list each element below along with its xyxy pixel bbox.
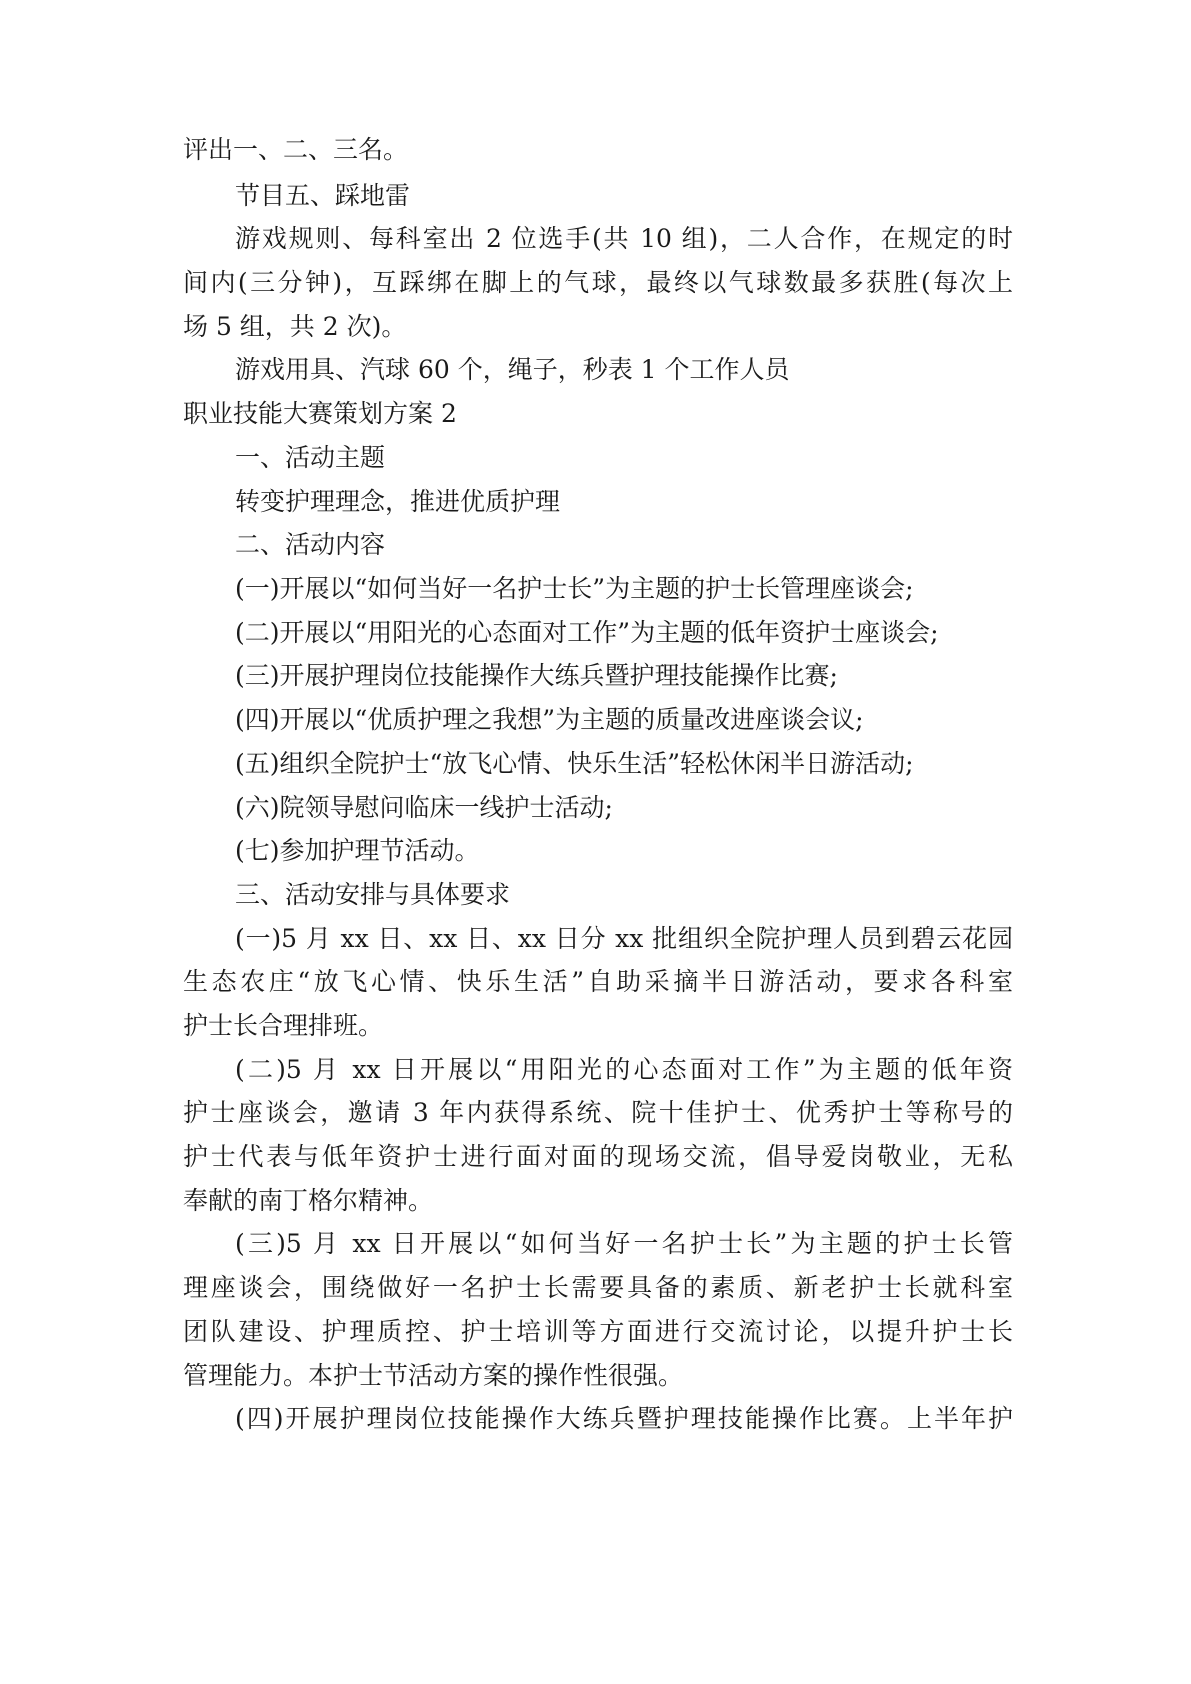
list-item: (四)开展以“优质护理之我想”为主题的质量改进座谈会议; (235, 705, 864, 734)
section-heading: 三、活动安排与具体要求 (235, 880, 511, 909)
text-line: 奉献的南丁格尔精神。 (183, 1186, 434, 1215)
text-line: 游戏规则、每科室出 2 位选手(共 10 组)，二人合作，在规定的时 (235, 224, 1013, 253)
list-item: (一)开展以“如何当好一名护士长”为主题的护士长管理座谈会; (235, 574, 914, 603)
document-title: 职业技能大赛策划方案 2 (183, 399, 457, 428)
text-line: 护士座谈会，邀请 3 年内获得系统、院十佳护士、优秀护士等称号的 (183, 1098, 1013, 1127)
text-line: 团队建设、护理质控、护士培训等方面进行交流讨论，以提升护士长 (183, 1317, 1013, 1346)
text-line: 护士代表与低年资护士进行面对面的现场交流，倡导爱岗敬业，无私 (183, 1142, 1013, 1171)
section-heading: 一、活动主题 (235, 443, 386, 472)
text-line: 管理能力。本护士节活动方案的操作性很强。 (183, 1361, 684, 1390)
section-heading: 节目五、踩地雷 (235, 181, 411, 210)
text-line: 理座谈会，围绕做好一名护士长需要具备的素质、新老护士长就科室 (183, 1273, 1013, 1302)
text-line: 游戏用具、汽球 60 个，绳子，秒表 1 个工作人员 (235, 355, 790, 384)
text-line: (四)开展护理岗位技能操作大练兵暨护理技能操作比赛。上半年护 (235, 1404, 1013, 1433)
text-line: 场 5 组，共 2 次)。 (183, 312, 407, 341)
list-item: (六)院领导慰问临床一线护士活动; (235, 793, 613, 822)
list-item: (七)参加护理节活动。 (235, 836, 480, 865)
text-line: 护士长合理排班。 (183, 1011, 384, 1040)
text-line: 间内(三分钟)，互踩绑在脚上的气球，最终以气球数最多获胜(每次上 (183, 268, 1013, 297)
list-item: (二)开展以“用阳光的心态面对工作”为主题的低年资护士座谈会; (235, 618, 939, 647)
text-line: (三)5 月 xx 日开展以“如何当好一名护士长”为主题的护士长管 (235, 1229, 1013, 1258)
list-item: (五)组织全院护士“放飞心情、快乐生活”轻松休闲半日游活动; (235, 749, 914, 778)
text-line: (二)5 月 xx 日开展以“用阳光的心态面对工作”为主题的低年资 (235, 1055, 1013, 1084)
text-line: 评出一、二、三名。 (183, 135, 409, 164)
text-line: (一)5 月 xx 日、xx 日、xx 日分 xx 批组织全院护理人员到碧云花园 (235, 924, 1013, 953)
text-line: 生态农庄“放飞心情、快乐生活”自助采摘半日游活动，要求各科室 (183, 967, 1013, 996)
section-heading: 二、活动内容 (235, 530, 386, 559)
text-line: 转变护理理念，推进优质护理 (235, 487, 561, 516)
list-item: (三)开展护理岗位技能操作大练兵暨护理技能操作比赛; (235, 661, 838, 690)
